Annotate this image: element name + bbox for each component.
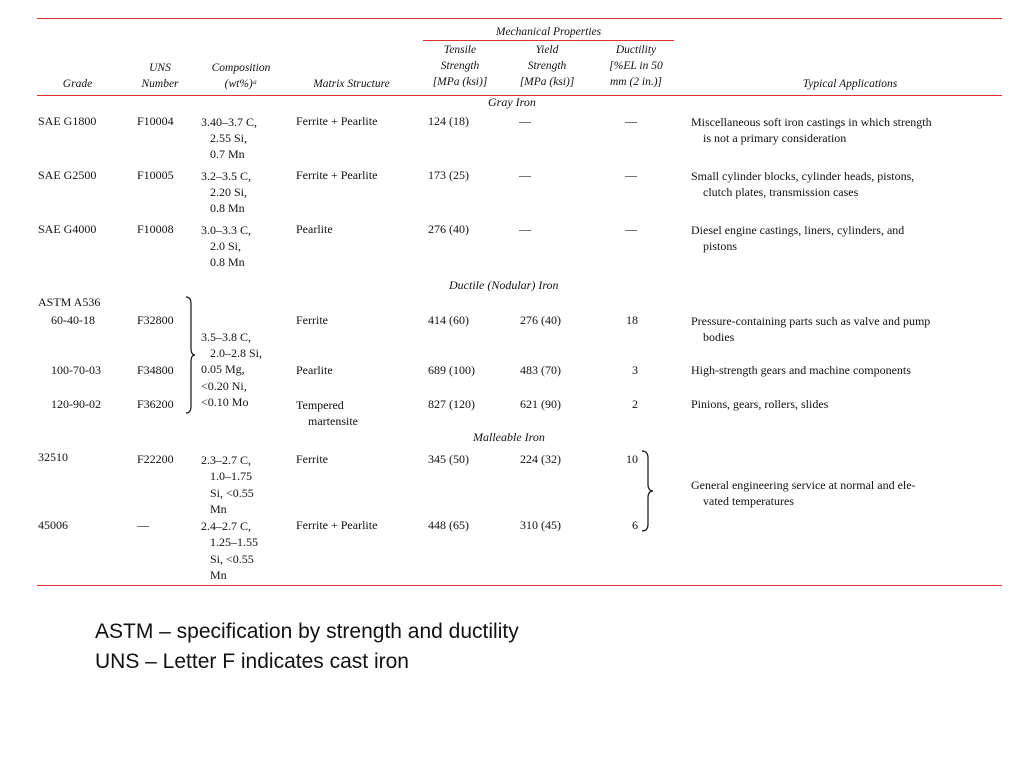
grade-cell: SAE G1800 — [38, 114, 97, 128]
header-composition: Composition (wt%)ᵃ — [211, 62, 271, 90]
yield-cell: 276 (40) — [520, 313, 561, 327]
matrix-cell: Ferrite + Pearlite — [296, 518, 378, 532]
header-typical-applications: Typical Applications — [802, 78, 898, 90]
yield-cell: — — [519, 114, 531, 128]
malleable-applications-brace — [641, 450, 655, 532]
yield-cell: 621 (90) — [520, 397, 561, 411]
tensile-cell: 689 (100) — [428, 363, 475, 377]
ductile-composition-cell: 3.5–3.8 C, 2.0–2.8 Si, 0.05 Mg, <0.20 Ni, <0.10 Mo — [201, 330, 263, 409]
tensile-cell: 414 (60) — [428, 313, 469, 327]
ductile-composition-brace — [184, 296, 196, 414]
uns-cell: F10008 — [137, 222, 174, 236]
grade-cell: SAE G4000 — [38, 222, 97, 236]
yield-cell: 224 (32) — [520, 452, 561, 466]
tensile-cell: 827 (120) — [428, 397, 475, 411]
matrix-cell: Ferrite + Pearlite — [296, 114, 378, 128]
application-cell: Pressure-containing parts such as valve and pump bodies — [691, 314, 931, 344]
header-grade: Grade — [62, 78, 93, 90]
uns-cell: F32800 — [137, 313, 174, 327]
section-gray-iron: Gray Iron — [488, 95, 536, 109]
header-mechanical-properties: Mechanical Properties — [495, 26, 602, 38]
uns-cell: F10005 — [137, 168, 174, 182]
uns-cell: F34800 — [137, 363, 174, 377]
ductility-cell: — — [625, 114, 637, 128]
matrix-cell: Pearlite — [296, 363, 333, 377]
section-malleable-iron: Malleable Iron — [473, 430, 545, 444]
ductility-cell: 6 — [632, 518, 638, 532]
uns-cell: F22200 — [137, 452, 174, 466]
ductility-cell: — — [625, 222, 637, 236]
header-tensile: Tensile Strength [MPa (ksi)] — [432, 44, 488, 88]
tensile-cell: 345 (50) — [428, 452, 469, 466]
header-yield: Yield Strength [MPa (ksi)] — [519, 44, 575, 88]
tensile-cell: 448 (65) — [428, 518, 469, 532]
application-cell: High-strength gears and machine components — [691, 363, 911, 377]
composition-cell: 3.40–3.7 C, 2.55 Si, 0.7 Mn — [201, 115, 258, 161]
ductile-grade-label: ASTM A536 — [38, 295, 101, 309]
tensile-cell: 173 (25) — [428, 168, 469, 182]
matrix-cell: Pearlite — [296, 222, 333, 236]
table-bottom-rule — [37, 585, 1002, 586]
yield-cell: 310 (45) — [520, 518, 561, 532]
composition-cell: 3.0–3.3 C, 2.0 Si, 0.8 Mn — [201, 223, 252, 269]
grade-cell: 45006 — [38, 518, 68, 532]
uns-cell: F10004 — [137, 114, 174, 128]
matrix-cell: Tempered martensite — [296, 398, 358, 428]
table-top-rule — [37, 18, 1002, 19]
composition-cell: 2.3–2.7 C, 1.0–1.75 Si, <0.55 Mn — [201, 453, 254, 516]
grade-cell: 120-90-02 — [51, 397, 101, 411]
section-ductile-iron: Ductile (Nodular) Iron — [449, 278, 559, 292]
tensile-cell: 124 (18) — [428, 114, 469, 128]
ductility-cell: — — [625, 168, 637, 182]
application-cell: Miscellaneous soft iron castings in which strength is not a primary consideration — [691, 115, 932, 145]
ductility-cell: 10 — [626, 452, 638, 466]
matrix-cell: Ferrite + Pearlite — [296, 168, 378, 182]
yield-cell: — — [519, 222, 531, 236]
grade-cell: 100-70-03 — [51, 363, 101, 377]
uns-cell: F36200 — [137, 397, 174, 411]
grade-cell: 32510 — [38, 450, 68, 464]
application-cell: Diesel engine castings, liners, cylinders, and pistons — [691, 223, 905, 253]
tensile-cell: 276 (40) — [428, 222, 469, 236]
matrix-cell: Ferrite — [296, 452, 328, 466]
matrix-cell: Ferrite — [296, 313, 328, 327]
composition-cell: 2.4–2.7 C, 1.25–1.55 Si, <0.55 Mn — [201, 519, 258, 582]
yield-cell: — — [519, 168, 531, 182]
ductility-cell: 3 — [632, 363, 638, 377]
header-matrix-structure: Matrix Structure — [313, 78, 390, 90]
yield-cell: 483 (70) — [520, 363, 561, 377]
mechanical-properties-rule — [423, 40, 674, 41]
ductility-cell: 2 — [632, 397, 638, 411]
uns-cell: — — [137, 518, 149, 532]
composition-cell: 3.2–3.5 C, 2.20 Si, 0.8 Mn — [201, 169, 252, 215]
grade-cell: 60-40-18 — [51, 313, 95, 327]
malleable-application-cell: General engineering service at normal and ele- vated temperatures — [691, 478, 916, 508]
header-uns: UNS Number — [141, 62, 179, 90]
ductility-cell: 18 — [626, 313, 638, 327]
application-cell: Pinions, gears, rollers, slides — [691, 397, 829, 411]
footnote-astm: ASTM – specification by strength and ductility — [95, 620, 519, 643]
header-ductility: Ductility [%EL in 50 mm (2 in.)] — [609, 44, 663, 88]
grade-cell: SAE G2500 — [38, 168, 97, 182]
application-cell: Small cylinder blocks, cylinder heads, pistons, clutch plates, transmission cases — [691, 169, 915, 199]
footnote-uns: UNS – Letter F indicates cast iron — [95, 650, 409, 673]
